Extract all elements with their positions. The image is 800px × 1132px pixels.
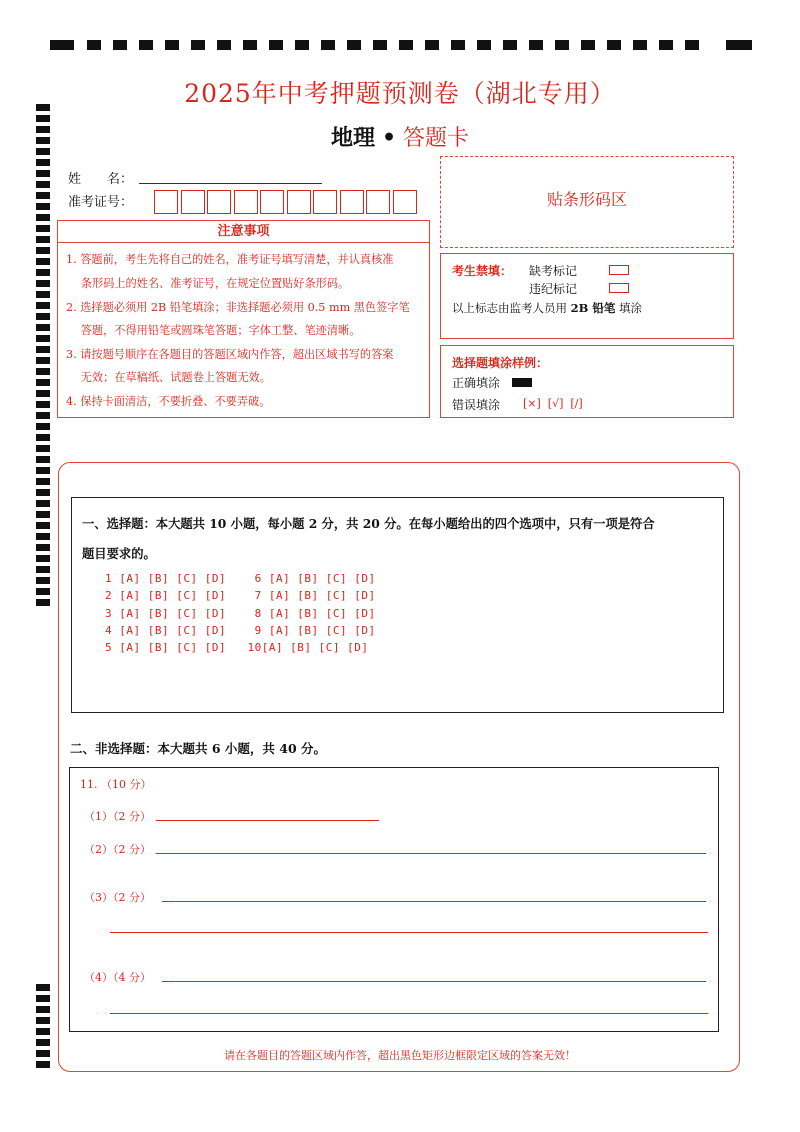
- proctor-title: 考生禁填：: [452, 264, 513, 278]
- answer-line[interactable]: [110, 932, 708, 933]
- timing-mark: [529, 40, 543, 50]
- proctor-note: [452, 300, 642, 316]
- timing-mark: [36, 522, 50, 529]
- id-digit-box[interactable]: [260, 190, 284, 214]
- timing-mark: [36, 236, 50, 243]
- answer-line[interactable]: [110, 1013, 708, 1014]
- timing-mark: [36, 324, 50, 331]
- timing-mark: [36, 181, 50, 188]
- subtitle-dot: •: [381, 125, 397, 151]
- top-timing-marks: [50, 38, 752, 52]
- timing-mark: [36, 423, 50, 430]
- timing-mark: [36, 566, 50, 573]
- timing-mark: [36, 269, 50, 276]
- barcode-label: 贴条形码区: [546, 190, 627, 209]
- timing-mark: [36, 170, 50, 177]
- timing-mark: [36, 203, 50, 210]
- timing-mark: [36, 1017, 50, 1024]
- wrong-label: 错误填涂: [452, 398, 501, 412]
- correct-label: 正确填涂: [452, 376, 501, 390]
- timing-mark: [36, 379, 50, 386]
- timing-mark: [50, 40, 74, 50]
- timing-mark: [36, 335, 50, 342]
- timing-mark: [581, 40, 595, 50]
- id-digit-box[interactable]: [366, 190, 390, 214]
- timing-mark: [36, 280, 50, 287]
- name-field[interactable]: [139, 183, 322, 184]
- notice-line: 条形码上的姓名、准考证号，在规定位置贴好条形码。: [66, 277, 350, 290]
- mc-answer-row[interactable]: 1 [A] [B] [C] [D] 6 [A] [B] [C] [D]: [105, 572, 376, 585]
- notice-line: 答题，不得用铅笔或圆珠笔答题；字体工整、笔迹清晰。: [66, 324, 361, 337]
- timing-mark: [36, 1028, 50, 1035]
- timing-mark: [36, 511, 50, 518]
- timing-mark: [36, 467, 50, 474]
- mc-answer-row[interactable]: 3 [A] [B] [C] [D] 8 [A] [B] [C] [D]: [105, 607, 376, 620]
- proctor-note-suffix: 填涂: [619, 301, 643, 315]
- id-digit-box[interactable]: [234, 190, 258, 214]
- timing-mark: [477, 40, 491, 50]
- footer-note: 请在各题目的答题区域内作答，超出黑色矩形边框限定区域的答案无效！: [224, 1049, 576, 1062]
- timing-mark: [36, 390, 50, 397]
- absent-label: 缺考标记: [529, 264, 578, 278]
- timing-mark: [36, 478, 50, 485]
- timing-mark: [36, 159, 50, 166]
- barcode-area: [440, 156, 734, 248]
- id-digit-box[interactable]: [181, 190, 205, 214]
- timing-mark: [503, 40, 517, 50]
- id-digit-box[interactable]: [207, 190, 231, 214]
- notice-title: 注意事项: [58, 221, 429, 243]
- timing-mark: [36, 1039, 50, 1046]
- timing-mark: [36, 247, 50, 254]
- id-digit-box[interactable]: [287, 190, 311, 214]
- timing-mark: [399, 40, 413, 50]
- proctor-note-bold: 2B 铅笔: [570, 301, 616, 315]
- section2-heading: 二、非选择题：本大题共 6 小题，共 40 分。: [70, 741, 327, 756]
- timing-mark: [36, 995, 50, 1002]
- timing-mark: [659, 40, 673, 50]
- mc-answer-row[interactable]: 5 [A] [B] [C] [D] 10[A] [B] [C] [D]: [105, 641, 369, 654]
- id-digit-box[interactable]: [340, 190, 364, 214]
- timing-mark: [36, 434, 50, 441]
- q11-part-label: （4）（4 分）: [84, 971, 151, 984]
- timing-mark: [36, 214, 50, 221]
- question-11-box: [69, 767, 719, 1032]
- notice-line: 2. 选择题必须用 2B 铅笔填涂；非选择题必须用 0.5 mm 黑色签字笔: [66, 301, 410, 314]
- timing-mark: [295, 40, 309, 50]
- timing-mark: [36, 533, 50, 540]
- timing-mark: [87, 40, 101, 50]
- timing-mark: [36, 368, 50, 375]
- timing-mark: [36, 445, 50, 452]
- notice-panel: [57, 220, 430, 418]
- timing-mark: [607, 40, 621, 50]
- proctor-note-prefix: 以上标志由监考人员用: [452, 301, 567, 315]
- id-digit-box[interactable]: [313, 190, 337, 214]
- answer-line[interactable]: [156, 853, 706, 854]
- timing-mark: [36, 225, 50, 232]
- absent-mark-box[interactable]: [609, 265, 629, 275]
- timing-mark: [347, 40, 361, 50]
- section1-heading: 一、选择题：本大题共 10 小题，每小题 2 分，共 20 分。在每小题给出的四个选项中，只有一项是符合: [82, 516, 655, 531]
- id-digit-box[interactable]: [393, 190, 417, 214]
- timing-mark: [36, 599, 50, 606]
- mc-answer-row[interactable]: 4 [A] [B] [C] [D] 9 [A] [B] [C] [D]: [105, 624, 376, 637]
- timing-mark: [633, 40, 647, 50]
- timing-mark: [373, 40, 387, 50]
- timing-mark: [113, 40, 127, 50]
- timing-mark: [36, 1006, 50, 1013]
- fill-sample-panel: [440, 345, 734, 418]
- timing-mark: [165, 40, 179, 50]
- timing-mark: [451, 40, 465, 50]
- timing-mark: [269, 40, 283, 50]
- timing-mark: [36, 313, 50, 320]
- multiple-choice-box: [71, 497, 724, 713]
- timing-mark: [36, 577, 50, 584]
- q11-title: 11. （10 分）: [80, 778, 152, 791]
- violation-mark-box[interactable]: [609, 283, 629, 293]
- name-label: 姓 名：: [68, 172, 134, 187]
- timing-mark: [36, 588, 50, 595]
- mc-answer-row[interactable]: 2 [A] [B] [C] [D] 7 [A] [B] [C] [D]: [105, 589, 376, 602]
- timing-mark: [36, 544, 50, 551]
- answer-line[interactable]: [162, 901, 706, 902]
- card-label: 答题卡: [403, 126, 470, 151]
- subtitle: [0, 121, 800, 152]
- timing-mark: [726, 40, 752, 50]
- id-label: 准考证号：: [68, 195, 134, 210]
- timing-mark: [36, 291, 50, 298]
- q11-part-label: （3）（2 分）: [84, 891, 151, 904]
- timing-mark: [36, 346, 50, 353]
- timing-mark: [36, 984, 50, 991]
- correct-fill-sample: [512, 378, 532, 387]
- timing-mark: [217, 40, 231, 50]
- timing-mark: [36, 302, 50, 309]
- timing-mark: [425, 40, 439, 50]
- wrong-fill-samples: [×] [√] [/]: [523, 397, 583, 410]
- timing-mark: [191, 40, 205, 50]
- proctor-only-panel: [440, 253, 734, 339]
- subject-label: 地理: [330, 125, 375, 151]
- answer-line[interactable]: [156, 820, 379, 821]
- notice-line: 4. 保持卡面清洁，不要折叠、不要弄破。: [66, 395, 271, 408]
- id-digit-box[interactable]: [154, 190, 178, 214]
- timing-mark: [36, 412, 50, 419]
- timing-mark: [243, 40, 257, 50]
- notice-line: 3. 请按题号顺序在各题目的答题区域内作答，超出区域书写的答案: [66, 348, 394, 361]
- q11-part-label: （1）（2 分）: [84, 810, 151, 823]
- answer-line[interactable]: [162, 981, 706, 982]
- violation-label: 违纪标记: [529, 282, 578, 296]
- timing-mark: [36, 489, 50, 496]
- notice-line: 1. 答题前，考生先将自己的姓名，准考证号填写清楚，并认真核准: [66, 253, 394, 266]
- section1-heading-cont: 题目要求的。: [82, 546, 156, 561]
- timing-mark: [36, 500, 50, 507]
- sample-title: 选择题填涂样例：: [452, 356, 549, 370]
- timing-mark: [36, 258, 50, 265]
- timing-mark: [555, 40, 569, 50]
- timing-mark: [36, 555, 50, 562]
- timing-mark: [36, 456, 50, 463]
- notice-line: 无效；在草稿纸、试题卷上答题无效。: [66, 371, 271, 384]
- timing-mark: [139, 40, 153, 50]
- timing-mark: [321, 40, 335, 50]
- timing-mark: [685, 40, 699, 50]
- timing-mark: [36, 401, 50, 408]
- page-title: 2025年中考押题预测卷（湖北专用）: [184, 79, 616, 108]
- timing-mark: [36, 357, 50, 364]
- q11-part-label: （2）（2 分）: [84, 843, 151, 856]
- timing-mark: [36, 192, 50, 199]
